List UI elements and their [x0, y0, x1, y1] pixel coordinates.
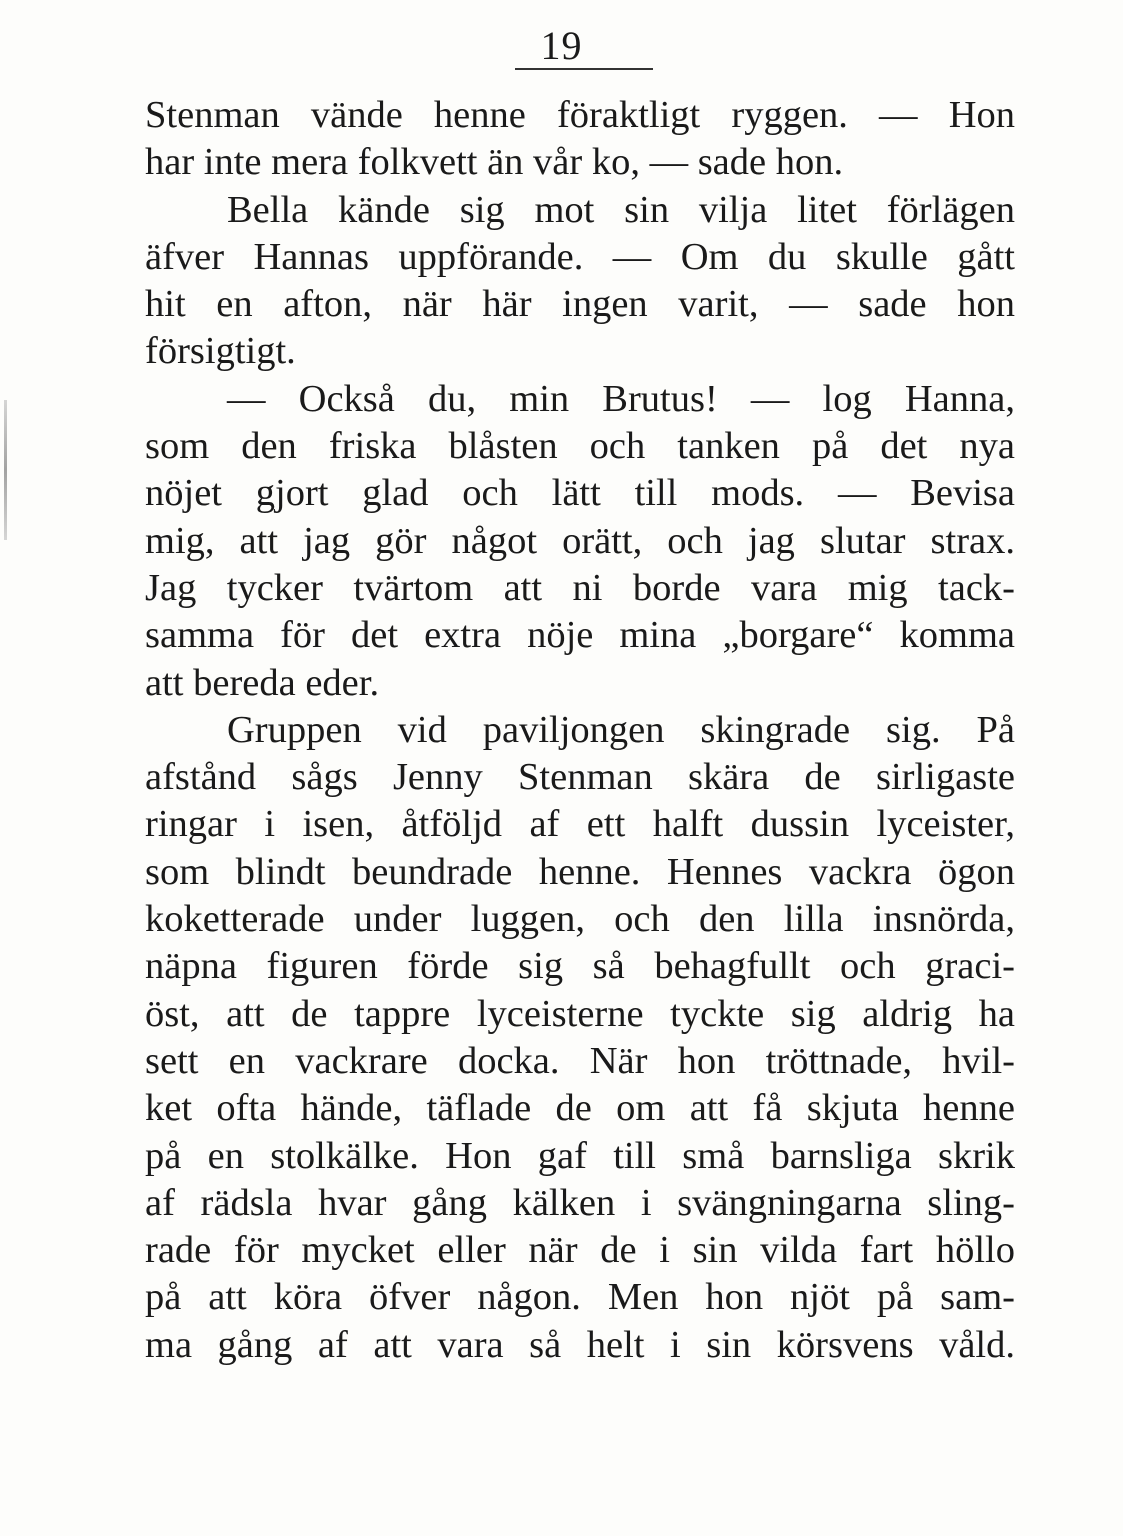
- page-number-rule: [515, 68, 653, 70]
- text-line: ma gång af att vara så helt i sin körsvens våld.: [145, 1323, 1015, 1366]
- text-line: att bereda eder.: [145, 661, 380, 704]
- text-line: öst, att de tappre lyceisterne tyckte sig aldrig ha: [145, 992, 1015, 1035]
- text-line: som den friska blåsten och tanken på det nya: [145, 425, 1015, 468]
- text-line: af rädsla hvar gång kälken i svängningarna sling-: [145, 1181, 1015, 1224]
- body-text: [145, 92, 1015, 1369]
- text-line: hit en afton, när här ingen varit, — sade hon: [145, 283, 1015, 326]
- text-line: på en stolkälke. Hon gaf till små barnsliga skrik: [145, 1134, 1015, 1177]
- text-line: äfver Hannas uppförande. — Om du skulle gått: [145, 235, 1015, 278]
- text-line: ket ofta hände, täflade de om att få skjuta henne: [145, 1087, 1015, 1130]
- text-line: Jag tycker tvärtom att ni borde vara mig tack-: [145, 566, 1015, 609]
- text-line: rade för mycket eller när de i sin vilda fart höllo: [145, 1229, 1015, 1272]
- page-number: 19: [540, 23, 583, 68]
- text-line: afstånd sågs Jenny Stenman skära de sirligaste: [145, 756, 1015, 799]
- text-line: — Också du, min Brutus! — log Hanna,: [227, 377, 1015, 420]
- text-line: samma för det extra nöje mina „borgare“ komma: [145, 614, 1015, 657]
- text-line: som blindt beundrade henne. Hennes vackra ögon: [145, 850, 1015, 893]
- text-line: på att köra öfver någon. Men hon njöt på sam-: [145, 1276, 1015, 1319]
- text-line: ringar i isen, åtföljd af ett halft dussin lyceister,: [145, 803, 1015, 846]
- text-line: har inte mera folkvett än vår ko, — sade hon.: [145, 141, 844, 184]
- text-line: näpna figuren förde sig så behagfullt och graci-: [145, 945, 1015, 988]
- text-line: Gruppen vid paviljongen skingrade sig. På: [227, 708, 1015, 751]
- text-line: koketterade under luggen, och den lilla insnörda,: [145, 898, 1015, 941]
- text-line: Stenman vände henne föraktligt ryggen. — Hon: [145, 94, 1015, 136]
- text-line: sett en vackrare docka. När hon tröttnade, hvil-: [145, 1039, 1015, 1082]
- text-line: mig, att jag gör något orätt, och jag slutar strax.: [145, 519, 1015, 562]
- text-line: försigtigt.: [145, 330, 296, 373]
- margin-mark: [4, 400, 7, 540]
- text-line: Bella kände sig mot sin vilja litet förlägen: [227, 188, 1015, 231]
- text-line: nöjet gjort glad och lätt till mods. — Bevisa: [145, 472, 1015, 515]
